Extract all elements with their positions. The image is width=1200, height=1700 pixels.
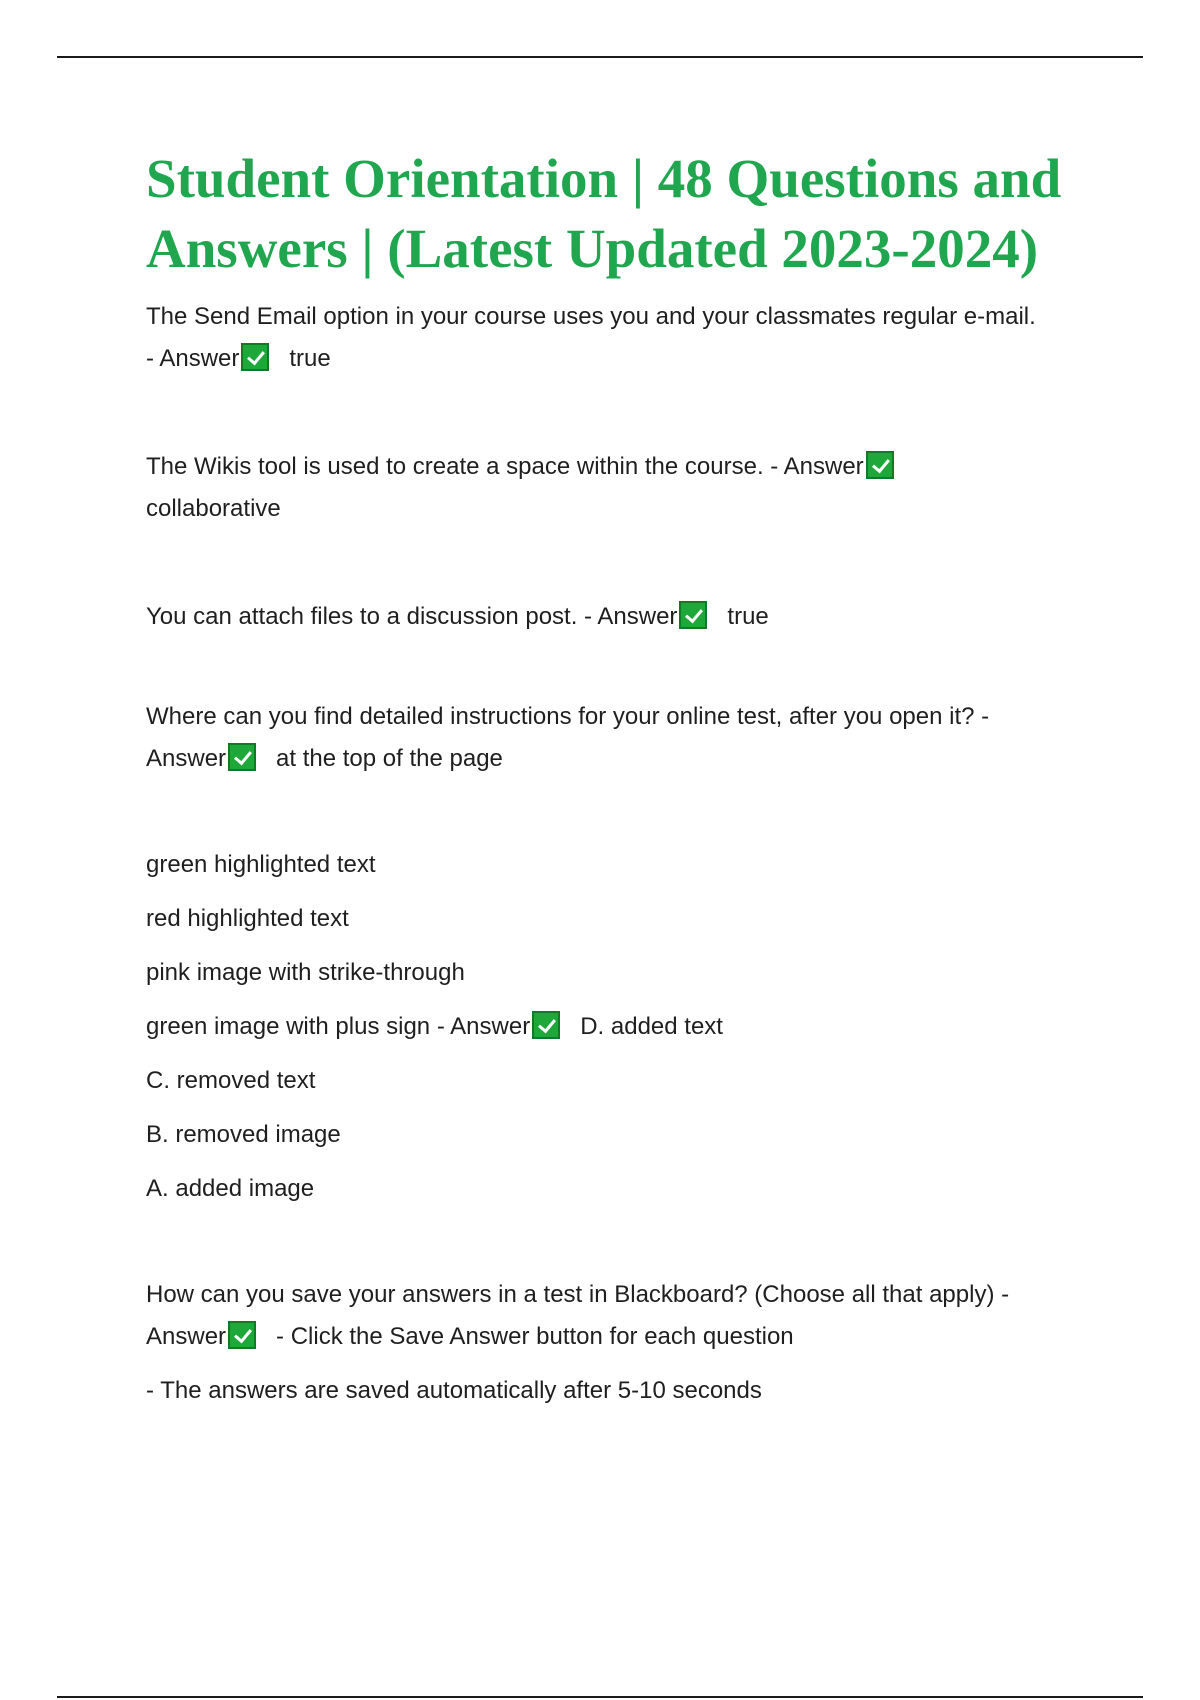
answer-text: at the top of the page (276, 745, 503, 772)
question-text: How can you save your answers in a test in Blackboard? (Choose all that apply) - (146, 1281, 1010, 1308)
question-text: The Send Email option in your course uses you and your classmates regular e-mail. (146, 303, 1036, 330)
answer-text: - The answers are saved automatically after 5-10 seconds (146, 1377, 762, 1404)
answer-text: D. added text (580, 1013, 723, 1040)
answer-text: - Click the Save Answer button for each question (276, 1323, 794, 1350)
checkmark-icon (241, 343, 269, 371)
matching-item: pink image with strike-through (146, 959, 465, 986)
answer-label: Answer (783, 453, 864, 480)
checkmark-icon (866, 451, 894, 479)
question-line (146, 446, 1106, 488)
question-line (146, 596, 1106, 638)
matching-item: green image with plus sign - (146, 1013, 451, 1040)
answer-prefix: - (146, 345, 160, 372)
answer-label: Answer (159, 345, 240, 372)
answer-text: collaborative (146, 495, 281, 522)
matching-item: red highlighted text (146, 905, 349, 932)
checkmark-icon (228, 1321, 256, 1349)
question-text: The Wikis tool is used to create a space within the course. - (146, 453, 784, 480)
answer-text: A. added image (146, 1175, 315, 1202)
answer-text: true (727, 603, 769, 630)
answer-label: Answer (146, 745, 227, 772)
matching-item: green highlighted text (146, 851, 376, 878)
checkmark-icon (532, 1011, 560, 1039)
answer-text: C. removed text (146, 1067, 316, 1094)
document-title: Student Orientation | 48 Questions and Answers | (Latest Updated 2023-2024) (146, 148, 1062, 279)
qa-item-4 (146, 696, 1106, 780)
qa-item-matching (146, 844, 1106, 1222)
qa-item-3 (146, 596, 1106, 638)
checkmark-icon (228, 743, 256, 771)
question-text: You can attach files to a discussion post. - (146, 603, 598, 630)
answer-label: Answer (146, 1323, 227, 1350)
bottom-rule (57, 1696, 1143, 1698)
qa-item-2 (146, 446, 1106, 530)
answer-line (146, 1316, 1106, 1370)
qa-item-save (146, 1274, 1106, 1424)
document-body (146, 144, 1106, 1424)
checkmark-icon (679, 601, 707, 629)
question-text: Where can you find detailed instructions for your online test, after you open it? - (146, 703, 990, 730)
qa-item-1 (146, 296, 1106, 380)
answer-label: Answer (450, 1013, 531, 1040)
answer-text: true (289, 345, 331, 372)
top-rule (57, 56, 1143, 58)
matching-answer-line (146, 1006, 1106, 1060)
answer-line (146, 738, 1106, 780)
answer-text: B. removed image (146, 1121, 341, 1148)
answer-line (146, 338, 1106, 380)
answer-label: Answer (597, 603, 678, 630)
